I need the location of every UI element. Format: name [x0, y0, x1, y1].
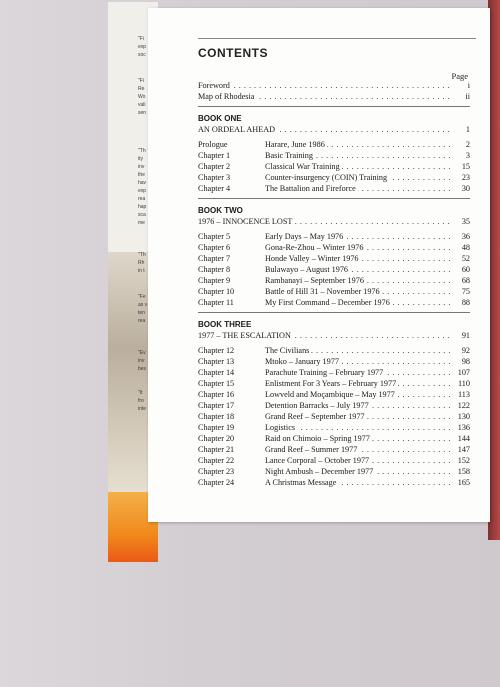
- entry-page: 152: [457, 456, 470, 465]
- book-subtitle: AN ORDEAL AHEAD: [198, 125, 276, 134]
- entry-label: Chapter 18: [198, 412, 235, 421]
- toc-entry: [198, 411, 470, 422]
- entry-title-wrap: [265, 356, 450, 367]
- table-of-contents: [198, 80, 470, 488]
- back-text-fragment: rea: [138, 318, 146, 324]
- toc-entry: [198, 444, 470, 455]
- entry-title: Map of Rhodesia: [198, 92, 255, 101]
- back-text-fragment: sca: [138, 212, 146, 218]
- entry-label: Chapter 15: [198, 379, 235, 388]
- entry-page: 2: [465, 140, 470, 149]
- book-subtitle-page: 1: [465, 125, 470, 134]
- toc-entry: [198, 242, 470, 253]
- entry-title-wrap: [265, 444, 450, 455]
- book-subtitle: 1976 – INNOCENCE LOST: [198, 217, 293, 226]
- book-subtitle-wrap: [198, 330, 450, 341]
- entry-title: My First Command – December 1976: [265, 298, 390, 307]
- entry-label: Chapter 21: [198, 445, 235, 454]
- entry-label: Chapter 7: [198, 254, 231, 263]
- back-text-fragment: ity: [138, 156, 143, 162]
- entry-title-wrap: [265, 400, 450, 411]
- entry-label: Chapter 23: [198, 467, 235, 476]
- entry-page: i: [467, 81, 470, 90]
- book-subtitle-row: [198, 216, 470, 227]
- back-text-fragment: as v: [138, 302, 148, 308]
- entry-title-wrap: [265, 161, 450, 172]
- entry-page: 52: [461, 254, 470, 263]
- toc-entry: [198, 264, 470, 275]
- book-heading: BOOK TWO: [198, 206, 243, 215]
- toc-entry: [198, 172, 470, 183]
- entry-page: 147: [457, 445, 470, 454]
- entry-title-wrap: [265, 286, 450, 297]
- entry-title: Gona-Re-Zhou – Winter 1976: [265, 243, 364, 252]
- section-rule: [198, 198, 470, 199]
- entry-page: 36: [461, 232, 470, 241]
- entry-title-wrap: [265, 183, 450, 194]
- back-text-fragment: "Fe: [138, 294, 146, 300]
- back-text-fragment: inte: [138, 406, 147, 412]
- back-text-fragment: soc: [138, 52, 146, 58]
- entry-title-wrap: [265, 150, 450, 161]
- toc-entry: [198, 389, 470, 400]
- entry-title-wrap: [265, 455, 450, 466]
- toc-entry: [198, 433, 470, 444]
- entry-title: Logistics: [265, 423, 296, 432]
- entry-title: Classical War Training: [265, 162, 340, 171]
- entry-title: Raid on Chimoio – Spring 1977: [265, 434, 370, 443]
- book-heading: BOOK THREE: [198, 320, 252, 329]
- back-text-fragment: inv: [138, 164, 145, 170]
- back-text-fragment: the: [138, 172, 145, 178]
- book-subtitle-row: [198, 124, 470, 135]
- back-text-fragment: hap: [138, 204, 147, 210]
- book-subtitle-row: [198, 330, 470, 341]
- entry-label: Chapter 12: [198, 346, 235, 355]
- back-text-fragment: Re: [138, 86, 145, 92]
- book-subtitle-page: 35: [461, 217, 470, 226]
- entry-title-wrap: [265, 275, 450, 286]
- entry-title-wrap: [265, 477, 450, 488]
- toc-entry: [198, 455, 470, 466]
- toc-entry: [198, 477, 470, 488]
- back-text-fragment: in t: [138, 268, 145, 274]
- entry-label: Chapter 13: [198, 357, 235, 366]
- entry-page: 75: [461, 287, 470, 296]
- entry-label: Chapter 2: [198, 162, 231, 171]
- entry-title: Harare, June 1986: [265, 140, 325, 149]
- entry-page: 144: [457, 434, 470, 443]
- section-rule: [198, 312, 470, 313]
- entry-page: 98: [461, 357, 470, 366]
- back-text-fragment: Wo: [138, 94, 146, 100]
- entry-page: 122: [457, 401, 470, 410]
- entry-title-wrap: [265, 422, 450, 433]
- back-text-fragment: vali: [138, 102, 146, 108]
- entry-title: The Civilians: [265, 346, 310, 355]
- entry-label: Chapter 20: [198, 434, 235, 443]
- entry-title-wrap: [265, 345, 450, 356]
- entry-page: 3: [465, 151, 470, 160]
- entry-page: 110: [458, 379, 470, 388]
- toc-entry: [198, 139, 470, 150]
- entry-title-wrap: [265, 264, 450, 275]
- entry-title: Lowveld and Moçambique – May 1977: [265, 390, 395, 399]
- entry-title: Parachute Training – February 1977: [265, 368, 384, 377]
- toc-entry: [198, 345, 470, 356]
- entry-title: Basic Training: [265, 151, 313, 160]
- entry-page: 48: [461, 243, 470, 252]
- entry-title: Battle of Hill 31 – November 1976: [265, 287, 380, 296]
- entry-title: Detention Barracks – July 1977: [265, 401, 369, 410]
- entry-label: Chapter 1: [198, 151, 231, 160]
- entry-page: 23: [461, 173, 470, 182]
- entry-page: 92: [461, 346, 470, 355]
- back-text-fragment: me: [138, 220, 145, 226]
- toc-entry: [198, 275, 470, 286]
- entry-title: Enlistment For 3 Years – February 1977: [265, 379, 397, 388]
- entry-title-wrap: [265, 411, 450, 422]
- entry-title-wrap: [198, 80, 450, 91]
- toc-entry: [198, 80, 470, 91]
- entry-title: Counter-insurgency (COIN) Training: [265, 173, 388, 182]
- toc-entry: [198, 400, 470, 411]
- entry-title: The Battalion and Fireforce: [265, 184, 356, 193]
- entry-label: Chapter 22: [198, 456, 235, 465]
- back-text-fragment: exp: [138, 188, 147, 194]
- toc-entry: [198, 286, 470, 297]
- entry-page: 68: [461, 276, 470, 285]
- entry-title: A Christmas Message: [265, 478, 337, 487]
- entry-page: 158: [457, 467, 470, 476]
- entry-title-wrap: [198, 91, 450, 102]
- back-text-fragment: exp: [138, 44, 147, 50]
- toc-entry: [198, 422, 470, 433]
- entry-label: Chapter 19: [198, 423, 235, 432]
- entry-title: Grand Reef – September 1977: [265, 412, 365, 421]
- entry-title: Lance Corporal – October 1977: [265, 456, 370, 465]
- back-text-fragment: ten: [138, 310, 145, 316]
- entry-label: Chapter 9: [198, 276, 231, 285]
- toc-entry: [198, 466, 470, 477]
- entry-label: Chapter 4: [198, 184, 231, 193]
- entry-title-wrap: [265, 242, 450, 253]
- entry-title-wrap: [265, 297, 450, 308]
- entry-title-wrap: [265, 139, 450, 150]
- entry-page: 165: [457, 478, 470, 487]
- entry-page: 107: [457, 368, 470, 377]
- entry-label: Chapter 11: [198, 298, 234, 307]
- book-subtitle: 1977 – THE ESCALATION: [198, 331, 291, 340]
- entry-page: 88: [461, 298, 470, 307]
- toc-entry: [198, 297, 470, 308]
- entry-page: 113: [458, 390, 470, 399]
- toc-entry: [198, 161, 470, 172]
- entry-title-wrap: [265, 253, 450, 264]
- entry-title-wrap: [265, 378, 450, 389]
- entry-label: Chapter 16: [198, 390, 235, 399]
- entry-page: 130: [457, 412, 470, 421]
- entry-title-wrap: [265, 466, 450, 477]
- book-subtitle-wrap: [198, 124, 450, 135]
- entry-title: Night Ambush – December 1977: [265, 467, 374, 476]
- entry-label: Chapter 17: [198, 401, 235, 410]
- entry-title-wrap: [265, 231, 450, 242]
- entry-title-wrap: [265, 389, 450, 400]
- contents-page: [148, 8, 490, 522]
- toc-entry: [198, 378, 470, 389]
- entry-title-wrap: [265, 367, 450, 378]
- toc-entry: [198, 183, 470, 194]
- entry-title-wrap: [265, 433, 450, 444]
- back-text-fragment: rea: [138, 196, 146, 202]
- back-text-fragment: "Ev: [138, 350, 146, 356]
- entry-label: Chapter 10: [198, 287, 235, 296]
- entry-title: Bulawayo – August 1976: [265, 265, 349, 274]
- toc-entry: [198, 231, 470, 242]
- page-title: CONTENTS: [198, 46, 268, 60]
- book-subtitle-wrap: [198, 216, 450, 227]
- entry-page: 60: [461, 265, 470, 274]
- book-subtitle-page: 91: [461, 331, 470, 340]
- entry-title-wrap: [265, 172, 450, 183]
- entry-label: Chapter 3: [198, 173, 231, 182]
- entry-page: ii: [465, 92, 470, 101]
- entry-label: Chapter 14: [198, 368, 235, 377]
- entry-page: 30: [461, 184, 470, 193]
- entry-label: Chapter 24: [198, 478, 235, 487]
- entry-title: Foreword: [198, 81, 230, 90]
- toc-entry: [198, 356, 470, 367]
- book-heading: BOOK ONE: [198, 114, 242, 123]
- back-text-fragment: "It: [138, 390, 143, 396]
- toc-entry: [198, 150, 470, 161]
- top-rule: [198, 38, 476, 39]
- entry-title: Early Days – May 1976: [265, 232, 344, 241]
- back-text-fragment: hav: [138, 180, 147, 186]
- back-text-fragment: "Fi: [138, 36, 144, 42]
- entry-page: 136: [457, 423, 470, 432]
- toc-entry: [198, 91, 470, 102]
- entry-label: Chapter 5: [198, 232, 231, 241]
- section-rule: [198, 106, 470, 107]
- entry-title: Grand Reef – Summer 1977: [265, 445, 358, 454]
- toc-entry: [198, 253, 470, 264]
- entry-label: Prologue: [198, 140, 228, 149]
- back-text-fragment: inv: [138, 358, 145, 364]
- page-column-header: Page: [451, 71, 468, 81]
- back-text-fragment: "Th: [138, 148, 146, 154]
- toc-entry: [198, 367, 470, 378]
- entry-page: 15: [461, 162, 470, 171]
- back-text-fragment: fro: [138, 398, 144, 404]
- back-text-fragment: sen: [138, 110, 147, 116]
- back-text-fragment: bes: [138, 366, 147, 372]
- entry-title: Honde Valley – Winter 1976: [265, 254, 359, 263]
- entry-label: Chapter 6: [198, 243, 231, 252]
- entry-title: Rambanayi – September 1976: [265, 276, 364, 285]
- back-text-fragment: "Fi: [138, 78, 144, 84]
- back-text-fragment: Rh: [138, 260, 145, 266]
- entry-title: Mtoko – January 1977: [265, 357, 339, 366]
- back-text-fragment: "Th: [138, 252, 146, 258]
- entry-label: Chapter 8: [198, 265, 231, 274]
